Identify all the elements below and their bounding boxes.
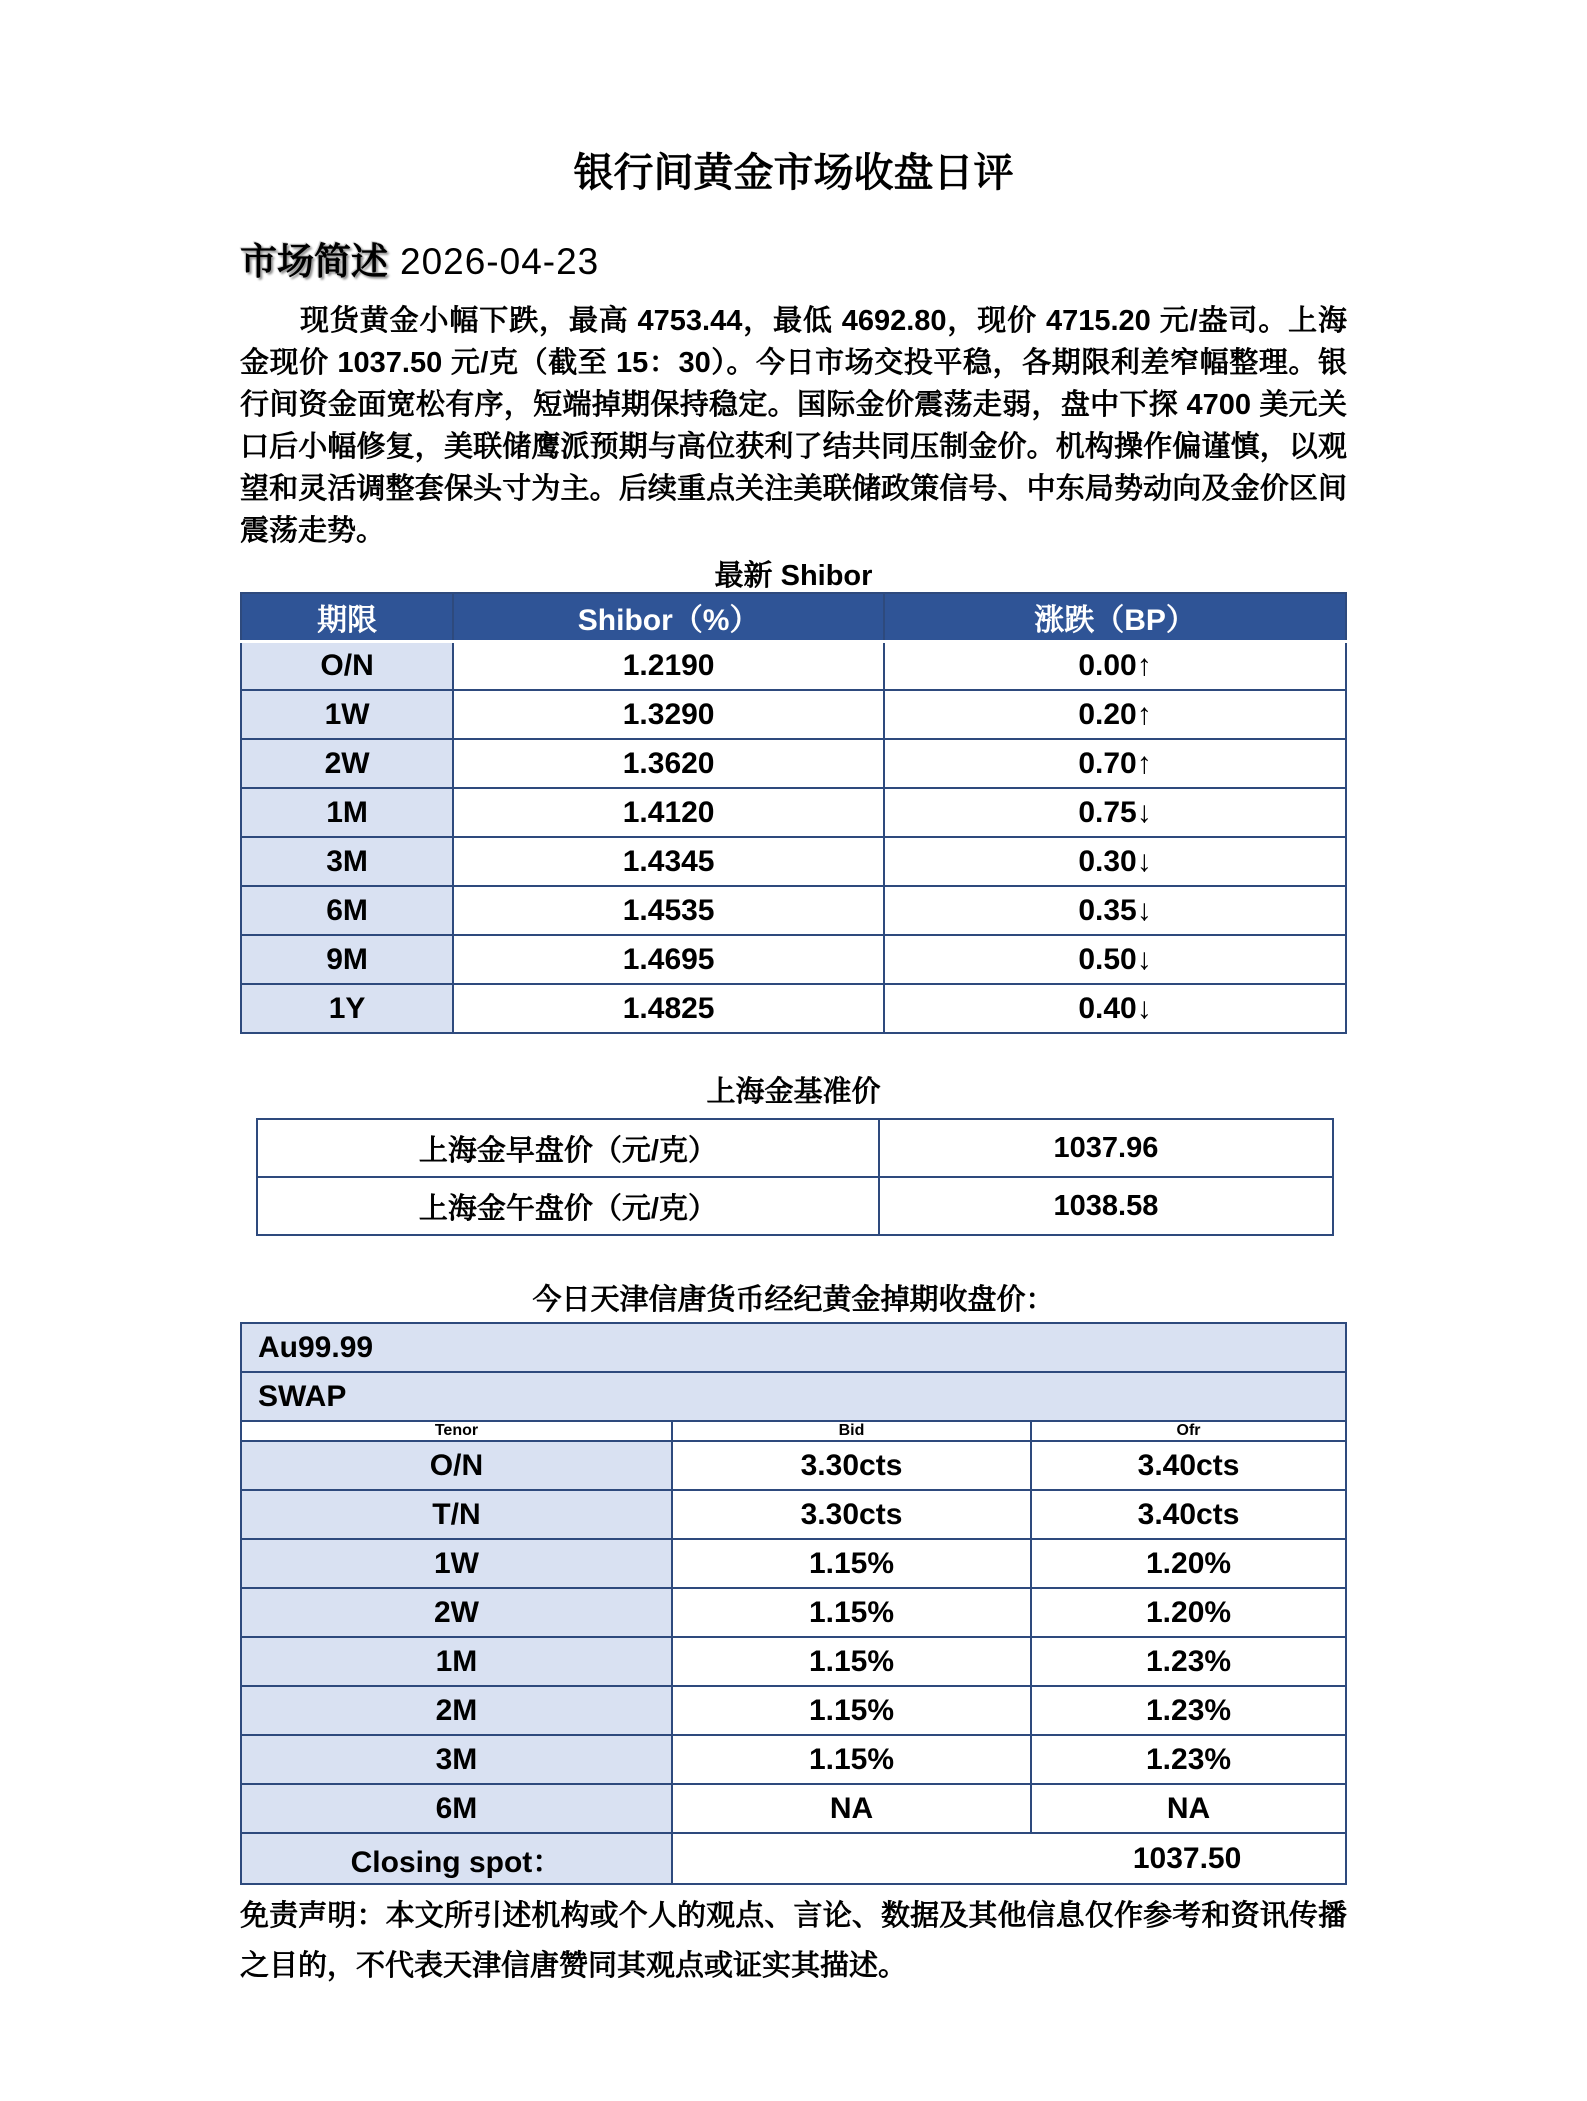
closing-spot-row — [241, 1833, 1346, 1884]
change-cell: 0.70↑ — [884, 739, 1346, 788]
table-row — [241, 1441, 1346, 1490]
swap-instrument-row — [241, 1372, 1346, 1421]
table-row — [241, 641, 1346, 690]
instrument-cell: SWAP — [241, 1372, 1346, 1421]
bid-cell: 1.15% — [672, 1686, 1031, 1735]
table-row — [241, 690, 1346, 739]
shanghai-gold-caption: 上海金基准价 — [706, 1076, 881, 1109]
tenor-cell: 1Y — [241, 984, 453, 1033]
change-cell: 0.40↓ — [884, 984, 1346, 1033]
rate-cell: 1.4535 — [453, 886, 884, 935]
table-row — [257, 1119, 1333, 1177]
table-row — [241, 1490, 1346, 1539]
change-cell: 0.20↑ — [884, 690, 1346, 739]
table-row — [241, 1588, 1346, 1637]
ofr-cell: 1.20% — [1031, 1539, 1346, 1588]
swap-header-row — [241, 1421, 1346, 1441]
benchmark-label-cell: 上海金早盘价（元/克） — [257, 1119, 879, 1177]
gold-swap-table — [240, 1322, 1347, 1885]
bid-cell: 1.15% — [672, 1637, 1031, 1686]
closing-spot-wrap — [673, 1834, 1345, 1883]
tenor-cell: 1M — [241, 788, 453, 837]
rate-cell: 1.4695 — [453, 935, 884, 984]
table-row — [241, 935, 1346, 984]
tenor-cell: 6M — [241, 886, 453, 935]
rate-cell: 1.2190 — [453, 641, 884, 690]
change-cell: 0.75↓ — [884, 788, 1346, 837]
market-summary-paragraph: 现货黄金小幅下跌，最高 4753.44，最低 4692.80，现价 4715.20 元/盎司。上海金现价 1037.50 元/克（截至 15：30）。今日市场交投平稳，各期限利差窄幅整理。银行间资金面宽松有序，短端掉期保持稳定。国际金价震荡走弱，盘中下探 4700 美元关口后小幅修复，美联储鹰派预期与高位获利了结共同压制金价。机构操作偏谨慎，以观望和灵活调整套保头寸为主。后续重点关注美联储政策信号、中东局势动向及金价区间震荡走势。 — [240, 305, 1347, 548]
product-cell: Au99.99 — [241, 1323, 1346, 1372]
table-row — [257, 1177, 1333, 1235]
change-cell: 0.30↓ — [884, 837, 1346, 886]
shibor-header-rate: Shibor（%） — [453, 593, 884, 641]
ofr-cell: 3.40cts — [1031, 1441, 1346, 1490]
table-row — [241, 1539, 1346, 1588]
tenor-cell: 2W — [241, 739, 453, 788]
tenor-cell: 6M — [241, 1784, 672, 1833]
bid-cell: 1.15% — [672, 1735, 1031, 1784]
tenor-cell: 3M — [241, 837, 453, 886]
shibor-header-tenor: 期限 — [241, 593, 453, 641]
table-row — [241, 837, 1346, 886]
table-row — [241, 1686, 1346, 1735]
swap-table-caption: 今日天津信唐货币经纪黄金掉期收盘价： — [532, 1284, 1055, 1317]
shibor-table-caption: 最新 Shibor — [714, 560, 873, 593]
swap-header-ofr: Ofr — [1031, 1421, 1346, 1441]
table-row — [241, 1784, 1346, 1833]
benchmark-value-cell: 1037.96 — [879, 1119, 1333, 1177]
change-cell: 0.35↓ — [884, 886, 1346, 935]
table-row — [241, 788, 1346, 837]
bid-cell: 1.15% — [672, 1588, 1031, 1637]
shanghai-gold-table — [256, 1118, 1334, 1236]
tenor-cell: 2M — [241, 1686, 672, 1735]
rate-cell: 1.4345 — [453, 837, 884, 886]
bid-cell: 3.30cts — [672, 1490, 1031, 1539]
disclaimer-text: 免责声明：本文所引述机构或个人的观点、言论、数据及其他信息仅作参考和资讯传播之目的，不代表天津信唐赞同其观点或证实其描述。 — [240, 1900, 1347, 1983]
bid-cell: 1.15% — [672, 1539, 1031, 1588]
swap-header-tenor: Tenor — [241, 1421, 672, 1441]
table-row — [241, 1637, 1346, 1686]
table-row — [241, 984, 1346, 1033]
swap-header-bid: Bid — [672, 1421, 1031, 1441]
closing-spot-cell — [672, 1833, 1346, 1884]
benchmark-value-cell: 1038.58 — [879, 1177, 1333, 1235]
closing-spot-label: Closing spot： — [241, 1833, 672, 1884]
rate-cell: 1.4120 — [453, 788, 884, 837]
change-cell: 0.50↓ — [884, 935, 1346, 984]
tenor-cell: 1M — [241, 1637, 672, 1686]
ofr-cell: 1.20% — [1031, 1588, 1346, 1637]
page-title: 银行间黄金市场收盘日评 — [573, 151, 1014, 195]
ofr-cell: NA — [1031, 1784, 1346, 1833]
tenor-cell: 9M — [241, 935, 453, 984]
benchmark-label-cell: 上海金午盘价（元/克） — [257, 1177, 879, 1235]
table-row — [241, 739, 1346, 788]
rate-cell: 1.3290 — [453, 690, 884, 739]
tenor-cell: T/N — [241, 1490, 672, 1539]
section-heading: 市场简述 — [240, 241, 388, 282]
report-date: 2026-04-23 — [400, 241, 600, 282]
shibor-header-change: 涨跌（BP） — [884, 593, 1346, 641]
ofr-cell: 3.40cts — [1031, 1490, 1346, 1539]
tenor-cell: 1W — [241, 690, 453, 739]
ofr-cell: 1.23% — [1031, 1735, 1346, 1784]
rate-cell: 1.3620 — [453, 739, 884, 788]
table-row — [241, 1735, 1346, 1784]
closing-spot-value: 1037.50 — [1132, 1841, 1242, 1875]
bid-cell: 3.30cts — [672, 1441, 1031, 1490]
swap-product-row — [241, 1323, 1346, 1372]
section-header — [240, 240, 1347, 284]
tenor-cell: 2W — [241, 1588, 672, 1637]
table-row — [241, 886, 1346, 935]
tenor-cell: O/N — [241, 641, 453, 690]
shibor-table — [240, 592, 1347, 1034]
change-cell: 0.00↑ — [884, 641, 1346, 690]
shibor-header-row — [241, 593, 1346, 641]
tenor-cell: 3M — [241, 1735, 672, 1784]
rate-cell: 1.4825 — [453, 984, 884, 1033]
bid-cell: NA — [672, 1784, 1031, 1833]
tenor-cell: 1W — [241, 1539, 672, 1588]
document-page — [240, 0, 1347, 1991]
ofr-cell: 1.23% — [1031, 1686, 1346, 1735]
tenor-cell: O/N — [241, 1441, 672, 1490]
ofr-cell: 1.23% — [1031, 1637, 1346, 1686]
